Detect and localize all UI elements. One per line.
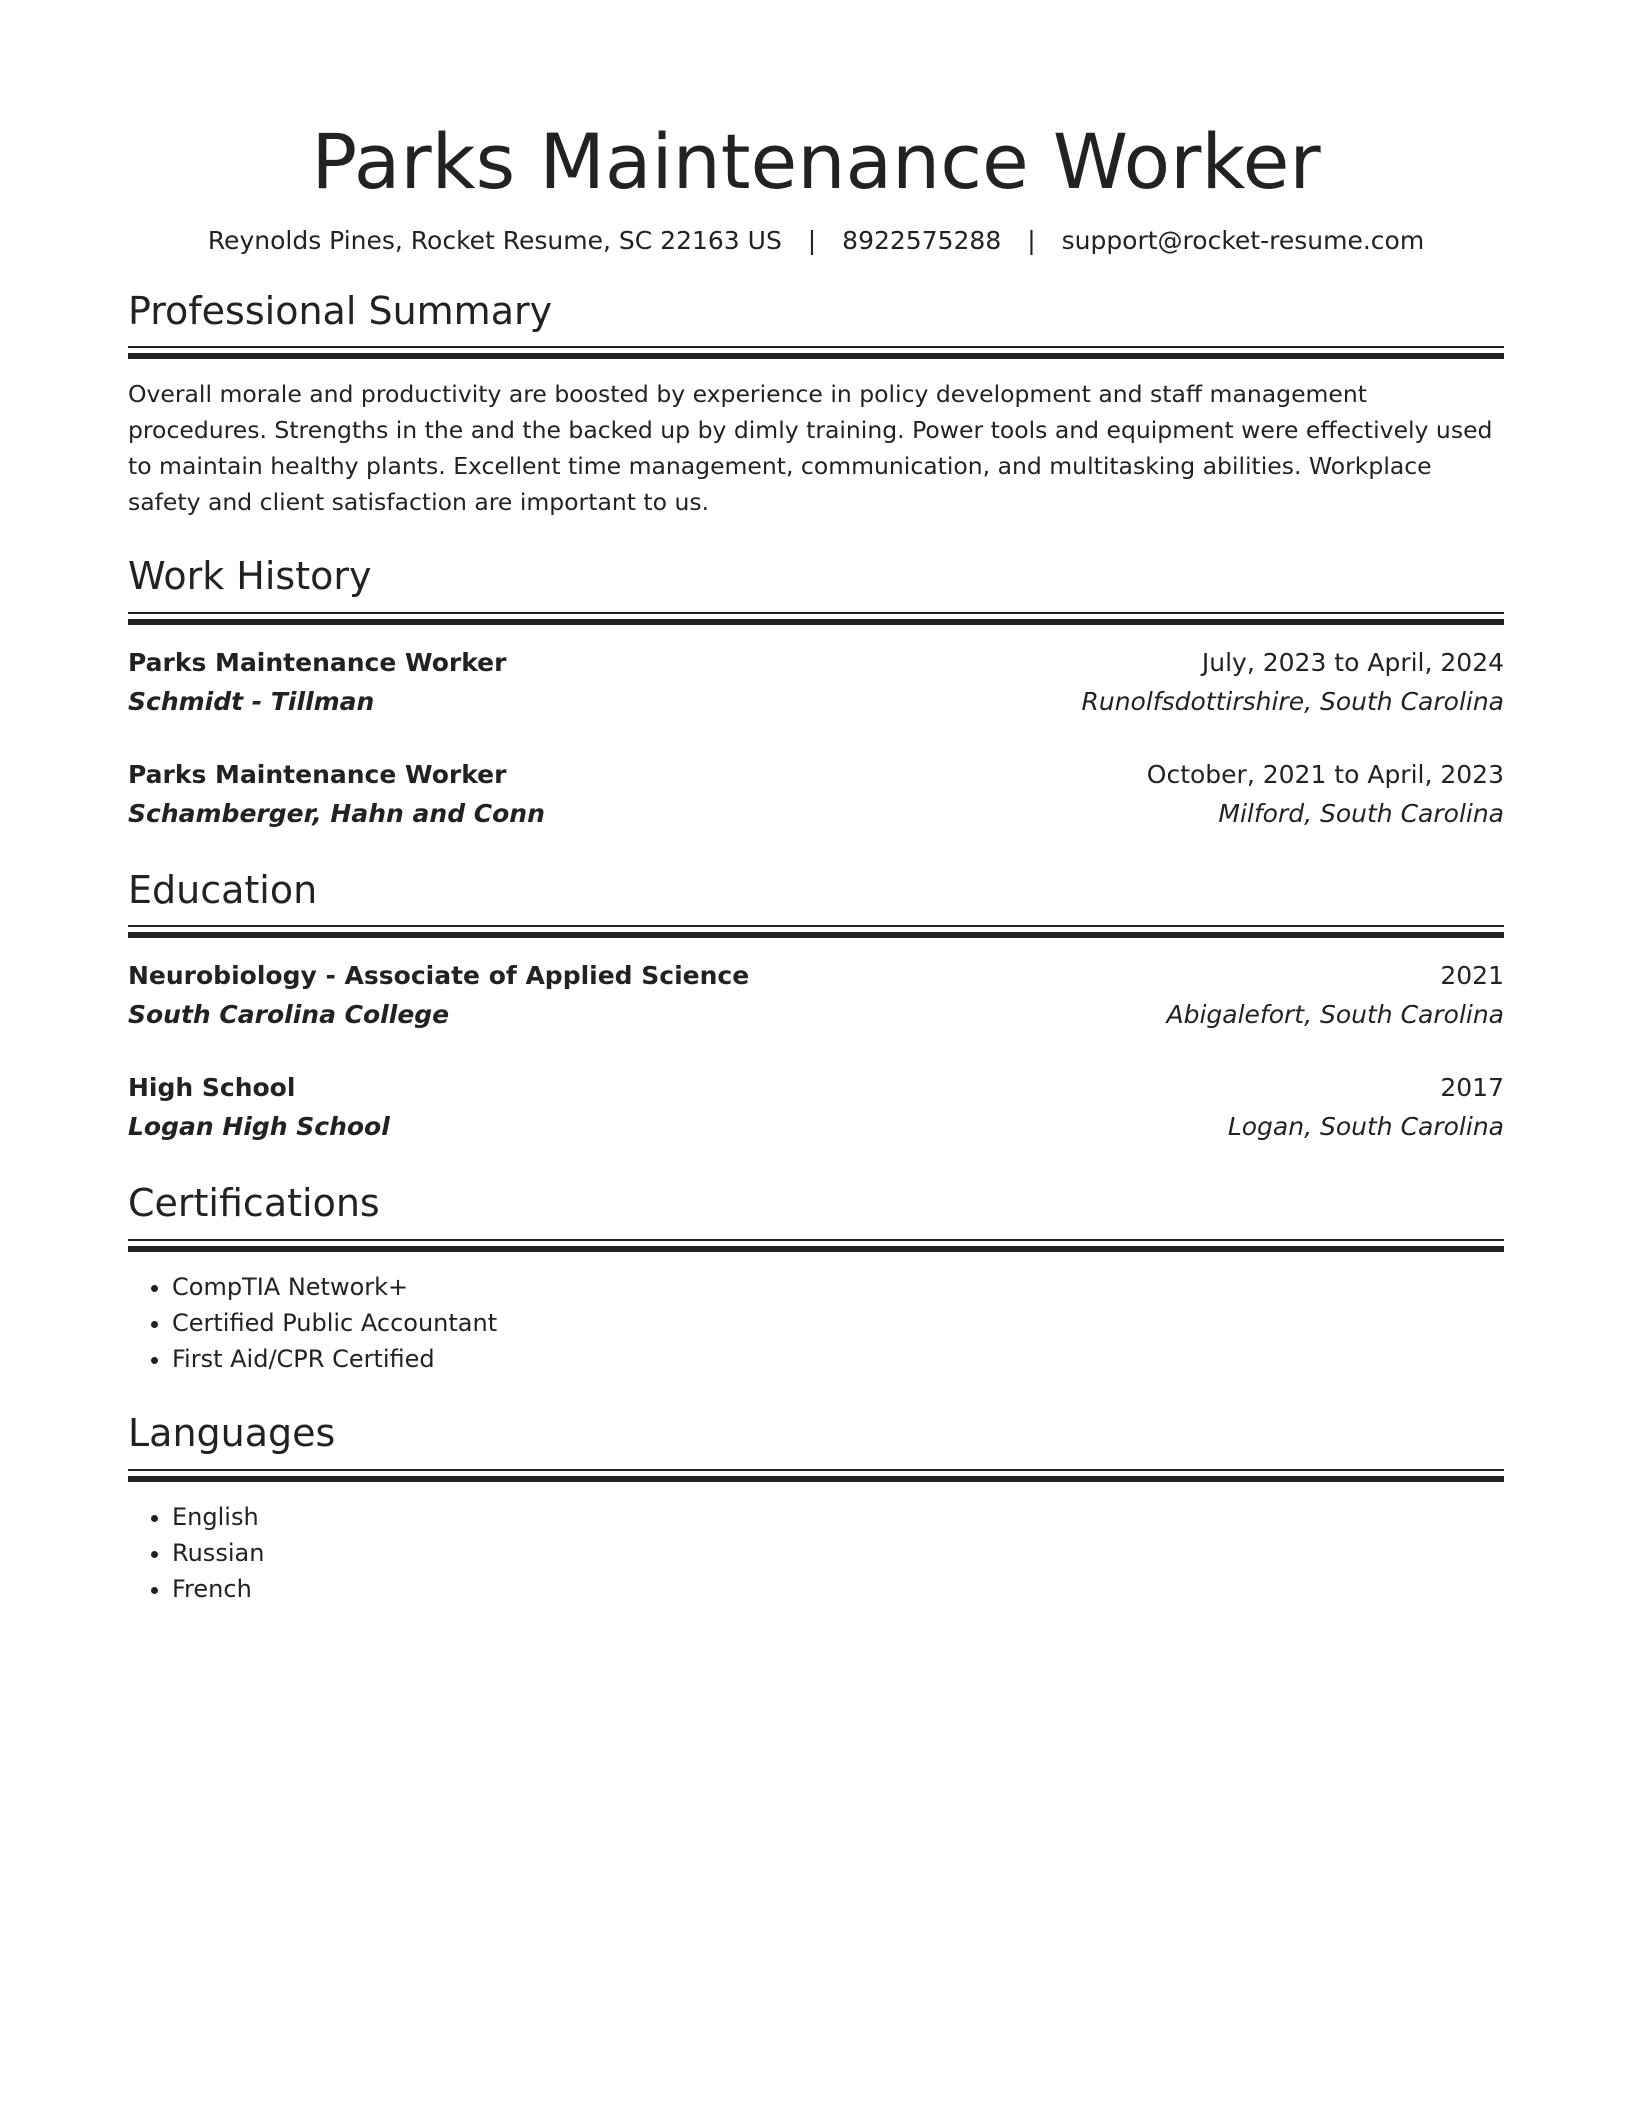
section-title-work-history: Work History (128, 554, 372, 599)
education-entry (128, 957, 1504, 1035)
certifications-list (128, 1269, 1504, 1377)
summary-text: Overall morale and productivity are boosted by experience in policy development and staff management procedures. Strengths in the and the backed up by dimly training. Power tools and equipment were effectively used to maintain healthy plants. Excellent time management, communication, and multitasking abilities. Workplace safety and client satisfaction are important to us. (128, 380, 1493, 517)
section-divider (128, 612, 1504, 626)
graduation-year: 2021 (1440, 961, 1504, 991)
languages-section (128, 1411, 1504, 1607)
work-entry (128, 756, 1504, 834)
school-location: Logan, South Carolina (1227, 1112, 1504, 1142)
degree-name: Neurobiology - Associate of Applied Science (128, 961, 750, 991)
school-location: Abigalefort, South Carolina (1166, 1000, 1504, 1030)
section-divider (128, 346, 1504, 360)
job-title: Parks Maintenance Worker (128, 647, 507, 677)
certification-item: • Certified Public Accountant (172, 1305, 1504, 1341)
contact-line (128, 226, 1504, 255)
summary-section (128, 289, 1504, 521)
section-title-summary: Professional Summary (128, 288, 553, 333)
contact-phone: 8922575288 (842, 225, 1002, 255)
job-location: Runolfsdottirshire, South Carolina (1081, 686, 1504, 716)
certification-item: • First Aid/CPR Certified (172, 1341, 1504, 1377)
work-entry (128, 644, 1504, 722)
work-history-section (128, 554, 1504, 834)
education-section (128, 868, 1504, 1148)
company-name: Schamberger, Hahn and Conn (128, 798, 545, 828)
degree-name: High School (128, 1073, 296, 1103)
school-name: South Carolina College (128, 1000, 450, 1030)
job-location: Milford, South Carolina (1218, 798, 1504, 828)
job-title: Parks Maintenance Worker (128, 759, 507, 789)
certifications-section (128, 1181, 1504, 1377)
certification-item: • CompTIA Network+ (172, 1269, 1504, 1305)
job-dates: October, 2021 to April, 2023 (1146, 759, 1504, 789)
company-name: Schmidt - Tillman (128, 686, 375, 716)
languages-list (128, 1499, 1504, 1607)
language-item: • English (172, 1499, 1504, 1535)
section-title-languages: Languages (128, 1410, 336, 1455)
section-divider (128, 925, 1504, 939)
job-dates: July, 2023 to April, 2024 (1201, 647, 1504, 677)
section-title-education: Education (128, 867, 318, 912)
contact-address: Reynolds Pines, Rocket Resume, SC 22163 US (207, 225, 782, 255)
language-item: • French (172, 1571, 1504, 1607)
candidate-name: Parks Maintenance Worker (311, 117, 1321, 206)
contact-separator: | (1027, 225, 1036, 255)
section-divider (128, 1239, 1504, 1253)
section-divider (128, 1469, 1504, 1483)
graduation-year: 2017 (1440, 1073, 1504, 1103)
school-name: Logan High School (128, 1112, 390, 1142)
education-entry (128, 1069, 1504, 1147)
contact-separator: | (807, 225, 817, 255)
language-item: • Russian (172, 1535, 1504, 1571)
contact-email: support@rocket-resume.com (1061, 225, 1425, 255)
section-title-certifications: Certifications (128, 1181, 380, 1226)
